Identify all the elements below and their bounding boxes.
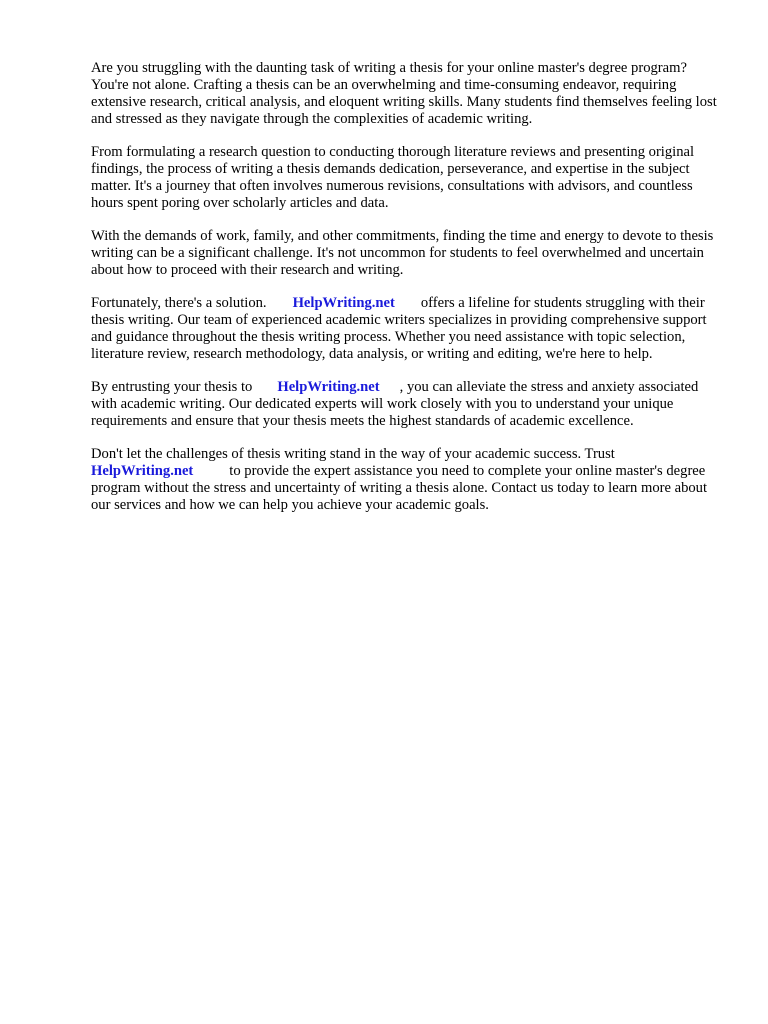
paragraph-4 (91, 295, 727, 363)
paragraph-6-trail-text: to provide the expert assistance you need to complete your online master's degree program without the stress and uncertainty of writing a thesis alone. Contact us today to learn more about our services and how we can help you achieve your academic goals. (91, 463, 708, 513)
helpwriting-link-3[interactable]: HelpWriting.net (91, 463, 194, 479)
paragraph-6 (91, 446, 727, 514)
paragraph-6-lead-text: Don't let the challenges of thesis writing stand in the way of your academic success. Trust (91, 446, 615, 462)
paragraph-1: Are you struggling with the daunting task of writing a thesis for your online master's degree program? You're not alone. Crafting a thesis can be an overwhelming and time-consuming endeavor, requiring extensive research, critical analysis, and eloquent writing skills. Many students find themselves feeling lost and stressed as they navigate through the complexities of academic writing. (91, 60, 717, 127)
paragraph-2: From formulating a research question to conducting thorough literature reviews and presenting original findings, the process of writing a thesis demands dedication, perseverance, and expertise in the subject matter. It's a journey that often involves numerous revisions, consultations with advisors, and countless hours spent poring over scholarly articles and data. (91, 144, 695, 211)
paragraph-4-trail-text: offers a lifeline for students struggling with their thesis writing. Our team of experienced academic writers specializes in providing comprehensive support and guidance throughout the thesis writing process. Whether you need assistance with topic selection, literature review, research methodology, data analysis, or writing and editing, we're here to help. (91, 295, 707, 362)
helpwriting-link-1[interactable]: HelpWriting.net (292, 295, 395, 311)
paragraph-5-lead-text: By entrusting your thesis to (91, 379, 253, 395)
paragraph-5 (91, 379, 727, 430)
paragraph-3: With the demands of work, family, and other commitments, finding the time and energy to devote to thesis writing can be a significant challenge. It's not uncommon for students to feel overwhelmed and uncertain about how to proceed with their research and writing. (91, 228, 714, 278)
paragraph-4-lead-text: Fortunately, there's a solution. (91, 295, 267, 311)
document-body (91, 60, 727, 530)
paragraph-5-trail-text: , you can alleviate the stress and anxiety associated with academic writing. Our dedicated experts will work closely with you to understand your unique requirements and ensure that your thesis meets the highest standards of academic excellence. (91, 379, 699, 429)
helpwriting-link-2[interactable]: HelpWriting.net (277, 379, 380, 395)
